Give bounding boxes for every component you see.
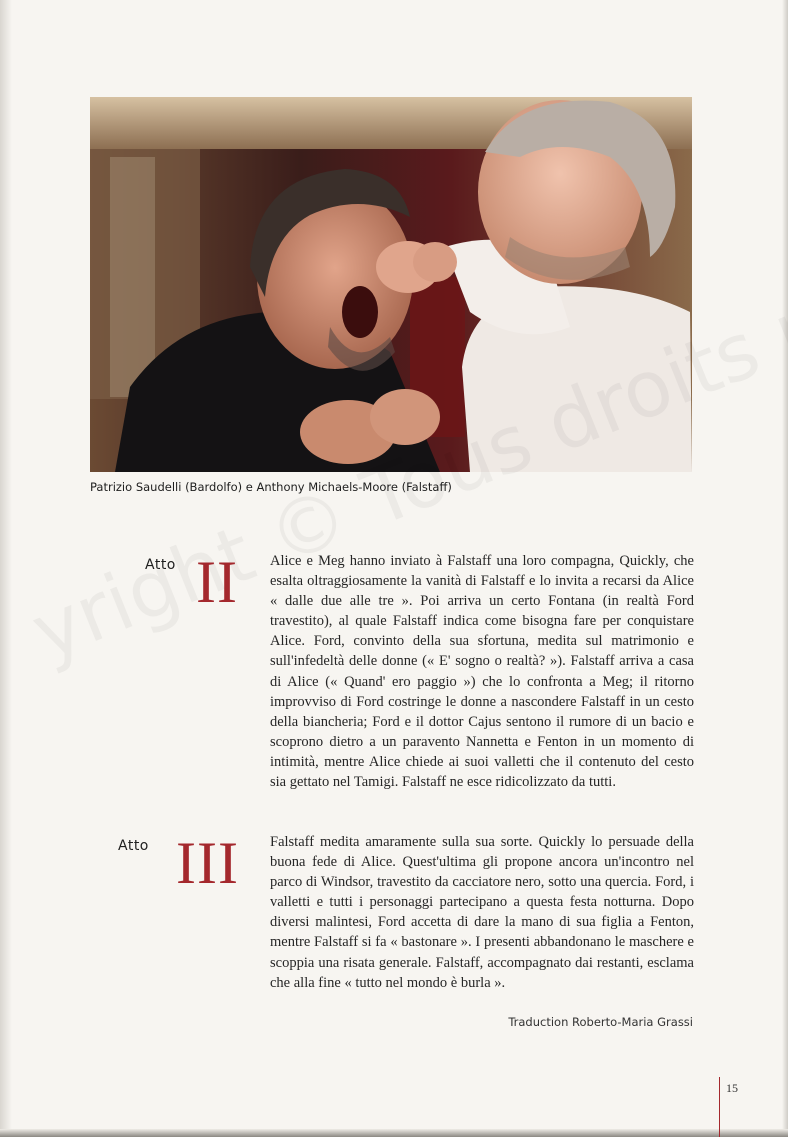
act-2-synopsis: Alice e Meg hanno inviato à Falstaff una loro compagna, Quickly, che esalta oltraggiosamente la vanità di Falstaff e lo invita a recarsi da Alice « dalle due alle tre ». Poi arriva un certo Fontana (in realtà Ford travestito), al quale Falstaff indica come bisogna fare per conquistare Alice. Ford, convinto della sua sfortuna, medita sul matrimonio e sull'infedeltà delle donne (« E' sogno o realtà? »). Falstaff arriva a casa di Alice (« Quand' ero paggio ») che lo confronta a Meg; il ritorno improvviso di Ford costringe le donne a nascondere Falstaff in un cesto della biancheria; Ford e il dottor Cajus sentono il rumore di un bacio e scoprono dietro a un paravento Nannetta e Fenton in un momento di intimità, mentre Alice chiede ai suoi valletti che il contenuto del cesto sia gettato nel Tamigi. Falstaff ne esce ridicolizzato da tutti.: [270, 553, 694, 791]
photo-caption: Patrizio Saudelli (Bardolfo) e Anthony Michaels-Moore (Falstaff): [90, 480, 452, 494]
page-edge-bottom: [0, 1129, 788, 1137]
folio-rule: [719, 1077, 720, 1137]
act-3-numeral: III: [176, 830, 239, 896]
page-edge-left: [0, 0, 12, 1137]
act-2-label: Atto: [145, 557, 176, 573]
act-3-label: Atto: [118, 838, 149, 854]
page-number: 15: [726, 1081, 738, 1095]
act-2-numeral: II: [196, 549, 238, 615]
translator-credit: Traduction Roberto-Maria Grassi: [508, 1015, 693, 1029]
act-3-synopsis: Falstaff medita amaramente sulla sua sorte. Quickly lo persuade della buona fede di Alice. Quest'ultima gli propone ancora un'incontro nel parco di Windsor, travestito da cacciatore nero, sotto una quercia. Ford, i valletti e tutti i personaggi partecipano a questa festa notturna. Dopo diversi malintesi, Ford accetta di dare la mano di sua figlia a Fenton, mentre Falstaff si fa « bastonare ». I presenti abbandonano le maschere e scoppia una risata generale. Falstaff, accompagnato dai restanti, esclama che alla fine « tutto nel mondo è burla ».: [270, 834, 694, 991]
page-edge-right: [782, 0, 788, 1137]
production-photo: [90, 97, 692, 472]
